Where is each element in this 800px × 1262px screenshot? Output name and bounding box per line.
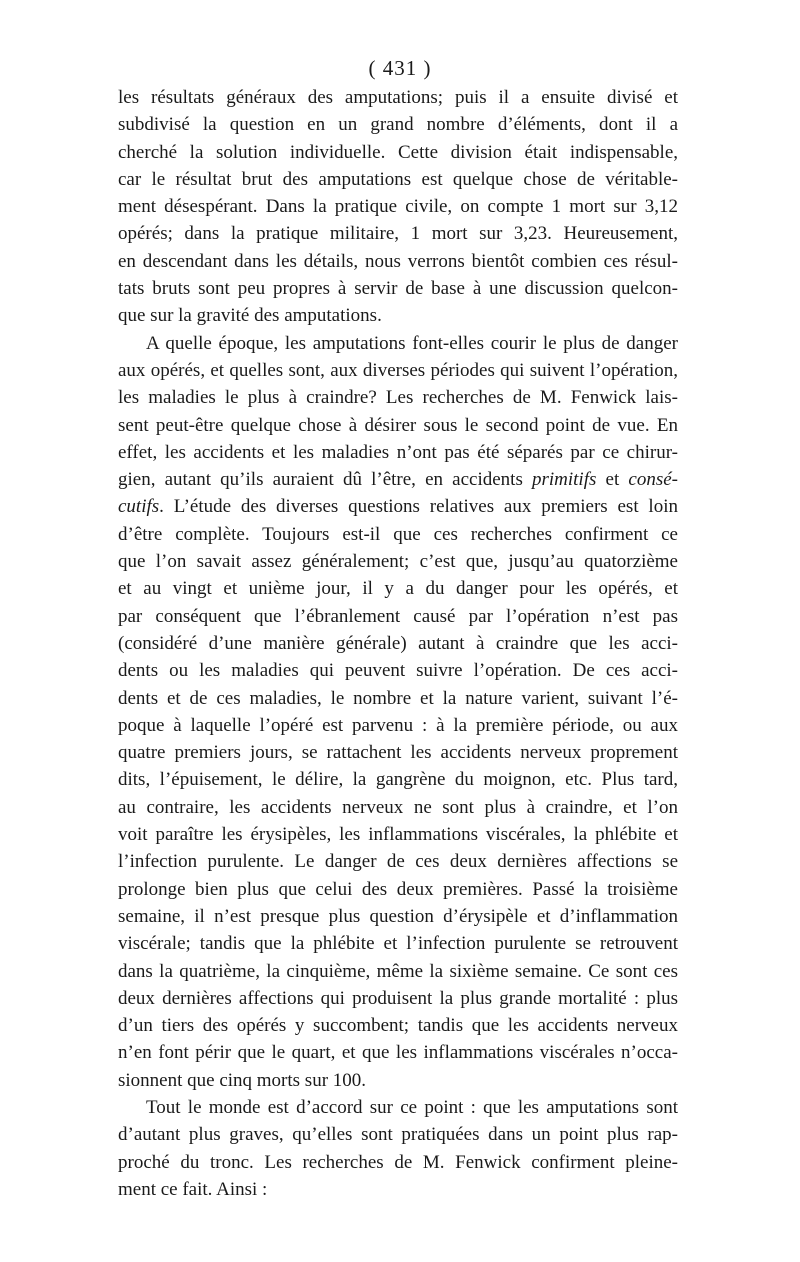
text-line: que sur la gravité des amputations. [118,305,382,327]
text-line: ment désespérant. Dans la pratique civile, on compte 1 mort sur 3,12 [118,196,678,218]
text-line: gien, autant qu’ils auraient dû l’être, en accidents primitifs et consé- [118,469,678,491]
paragraph-p2 [118,330,678,1094]
text-line: effet, les accidents et les maladies n’ont pas été séparés par ce chirur- [118,441,678,463]
text-line: d’être complète. Toujours est-il que ces recherches confirment ce [118,523,678,545]
text-line: n’en font périr que le quart, et que les inflammations viscérales n’occa- [118,1042,678,1064]
text-line: (considéré d’une manière générale) autant à craindre que les acci- [118,632,678,654]
text-line: dits, l’épuisement, le délire, la gangrène du moignon, etc. Plus tard, [118,769,678,791]
paragraph-p1 [118,84,678,330]
text-line: tats bruts sont peu propres à servir de base à une discussion quelcon- [118,278,678,300]
text-line: car le résultat brut des amputations est quelque chose de véritable- [118,168,678,190]
text-line: proché du tronc. Les recherches de M. Fenwick confirment pleine- [118,1151,678,1173]
text-line: en descendant dans les détails, nous verrons bientôt combien ces résul- [118,250,678,272]
text-line: sent peut-être quelque chose à désirer sous le second point de vue. En [118,414,678,436]
text-line: ment ce fait. Ainsi : [118,1178,268,1200]
text-line: semaine, il n’est presque plus question d’érysipèle et d’inflammation [118,905,678,927]
text-line: et au vingt et unième jour, il y a du danger pour les opérés, et [118,578,678,600]
text-line: poque à laquelle l’opéré est parvenu : à la première période, ou aux [118,714,678,736]
text-line: dents ou les maladies qui peuvent suivre l’opération. De ces acci- [118,660,678,682]
text-line: deux dernières affections qui produisent la plus grande mortalité : plus [118,987,678,1009]
text-line: que l’on savait assez généralement; c’est que, jusqu’au quatorzième [118,551,678,573]
text-line: quatre premiers jours, se rattachent les accidents nerveux proprement [118,742,678,764]
text-line: A quelle époque, les amputations font-elles courir le plus de danger [146,332,678,354]
text-line: sionnent que cinq morts sur 100. [118,1069,367,1091]
paragraph-p3 [118,1094,678,1203]
text-line: prolonge bien plus que celui des deux premières. Passé la troisième [118,878,678,900]
text-line: cutifs. L’étude des diverses questions relatives aux premiers est loin [118,496,678,518]
text-line: d’un tiers des opérés y succombent; tandis que les accidents nerveux [118,1015,678,1037]
text-line: par conséquent que l’ébranlement causé par l’opération n’est pas [118,605,678,627]
text-line: dents et de ces maladies, le nombre et la nature varient, suivant l’é- [118,687,678,709]
text-line: les maladies le plus à craindre? Les recherches de M. Fenwick lais- [118,387,678,409]
text-line: subdivisé la question en un grand nombre d’éléments, dont il a [118,114,678,136]
text-line: Tout le monde est d’accord sur ce point : que les amputations sont [146,1096,678,1118]
text-line: opérés; dans la pratique militaire, 1 mort sur 3,23. Heureusement, [118,223,678,245]
text-line: dans la quatrième, la cinquième, même la sixième semaine. Ce sont ces [118,960,678,982]
text-line: voit paraître les érysipèles, les inflammations viscérales, la phlébite et [118,824,678,846]
text-line: cherché la solution individuelle. Cette division était indispensable, [118,141,678,163]
text-line: l’infection purulente. Le danger de ces deux dernières affections se [118,851,678,873]
body-text [118,84,678,1203]
text-line: aux opérés, et quelles sont, aux diverses périodes qui suivent l’opération, [118,359,678,381]
text-line: au contraire, les accidents nerveux ne sont plus à craindre, et l’on [118,796,678,818]
text-line: les résultats généraux des amputations; puis il a ensuite divisé et [118,87,678,108]
text-line: d’autant plus graves, qu’elles sont pratiquées dans un point plus rap- [118,1124,678,1146]
text-line: viscérale; tandis que la phlébite et l’infection purulente se retrouvent [118,933,678,955]
page-number: ( 431 ) [368,56,432,80]
